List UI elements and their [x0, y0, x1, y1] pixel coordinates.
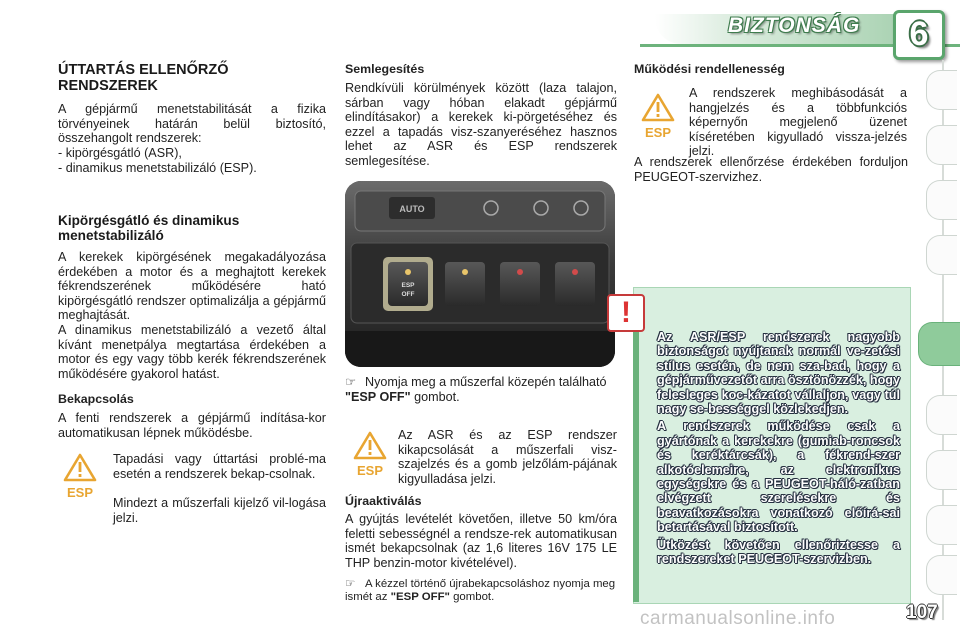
malfunction-note: A rendszerek meghibásodását a hangjelzés és a többfunkciós képernyőn megjelenő üzenet kíséretében kigyulladó vissza-jelzés jelzi.: [689, 86, 907, 159]
dashboard-illustration: [345, 181, 615, 367]
side-tab-4[interactable]: [926, 235, 957, 275]
esp-paragraph: A dinamikus menetstabilizáló a vezető által kívánt menetpálya megtartása érdekében a motor és egy vagy több kerék fékrendszerének működésére gyakorol hatást.: [58, 323, 326, 381]
list-item: - kipörgésgátló (ASR),: [58, 146, 182, 160]
list-item: - dinamikus menetstabilizáló (ESP).: [58, 160, 257, 175]
svg-text:ESP: ESP: [356, 463, 384, 478]
bullet-icon: ☞: [345, 375, 357, 389]
manual-reactivation-instruction: ☞ A kézzel történő újrabekapcsoláshoz nyomja meg ismét az "ESP OFF" gombot.: [345, 578, 616, 604]
warning-box-accent: [633, 300, 639, 602]
svg-text:ESP: ESP: [644, 125, 672, 140]
warning-paragraph: A rendszerek működése csak a gyártónak a kerekekre (gumiab-roncsok és keréktárcsák), a fékrend-szer alkotóelemeire, az elektronikus egységekre és a PEUGEOT-háló-zatban elvégzett szerelésekre és beavatkozásokra vonatkozó előírá-sai betartásával biztosított.: [657, 419, 900, 535]
side-tab-active[interactable]: [918, 322, 960, 366]
asr-paragraph: A kerekek kipörgésének megakadályozása érdekében a motor és a meghajtott kerekek fékrendszerének működésére ható kipörgésgátló rendszer optimalizálja a gépjármű meghajtását.: [58, 250, 326, 323]
warning-text: [657, 330, 900, 570]
activation-paragraph: A fenti rendszerek a gépjármű indítása-kor automatikusan lépnek működésbe.: [58, 411, 326, 440]
side-tab-6[interactable]: [926, 395, 957, 435]
svg-text:ESP: ESP: [66, 485, 94, 500]
esp-activation-note: Tapadási vagy úttartási problé-ma esetén a rendszerek bekap-csolnak.: [113, 452, 326, 481]
svg-text:ESP: ESP: [401, 282, 415, 289]
side-tab-8[interactable]: [926, 505, 957, 545]
chapter-title: BIZTONSÁG: [728, 14, 861, 37]
exclamation-icon: !: [607, 294, 645, 332]
side-tab-2[interactable]: [926, 125, 957, 165]
reactivation-paragraph: A gyújtás levételét követően, illetve 50 km/óra feletti sebességnél a rendsze-rek automatikusan ismét bekapcsolnak (az 1,6 literes 16V 175 LE THP benzin-motor kivételével).: [345, 512, 617, 570]
watermark: carmanualsonline.info: [640, 608, 836, 629]
esp-warning-icon: [62, 452, 98, 502]
neutralisation-heading: Semlegesítés: [345, 62, 425, 76]
intro-paragraph: A gépjármű menetstabilitását a fizika törvényeinek határán belül biztosító, összehangolt rendszerek:: [58, 102, 326, 146]
esp-off-instruction: ☞ Nyomja meg a műszerfal közepén található "ESP OFF" gombot.: [345, 375, 607, 404]
esp-indicator-note: Mindezt a műszerfali kijelző vil-logása jelzi.: [113, 496, 326, 525]
warning-paragraph: Ütközést követően ellenőriztesse a rendszereket PEUGEOT-szervizben.: [657, 537, 900, 567]
subsection-heading: Kipörgésgátló és dinamikus menetstabilizáló: [58, 213, 240, 243]
section-title: ÚTTARTÁS ELLENŐRZŐ RENDSZEREK: [58, 62, 229, 94]
esp-off-indicator-note: Az ASR és az ESP rendszer kikapcsolását a műszerfali visz-szajelzés és a gomb jelzőlám-pájának kigyulladása jelzi.: [398, 428, 617, 486]
service-paragraph: A rendszerek ellenőrzése érdekében forduljon PEUGEOT-szervizhez.: [634, 155, 908, 184]
side-tab-7[interactable]: [926, 450, 957, 490]
chapter-badge: [893, 10, 945, 60]
esp-warning-icon: [352, 430, 388, 480]
side-tab-3[interactable]: [926, 180, 957, 220]
reactivation-heading: Újraaktiválás: [345, 494, 422, 508]
system-list: [58, 146, 326, 175]
esp-warning-icon: [640, 92, 676, 142]
svg-text:OFF: OFF: [401, 291, 415, 298]
chapter-number: 6: [909, 15, 929, 53]
page-number: 107: [906, 602, 938, 623]
side-tab-1[interactable]: [926, 70, 957, 110]
warning-paragraph: Az ASR/ESP rendszerek nagyobb biztonságot nyújtanak normál ve-zetési stílus esetén, de nem sza-bad, hogy a gépjárművezetőt arra ösztönözzék, hogy felesleges koc-kázatot vállaljon, vagy túl nagy se-bességgel közlekedjen.: [657, 330, 900, 417]
dashboard-photo: [345, 181, 615, 367]
bullet-icon: ☞: [345, 578, 356, 590]
neutralisation-paragraph: Rendkívüli körülmények között (laza talajon, sárban vagy hóban elakadt gépjármű elindításakor) a kerekek ki-pörgetéséhez és ezzel a tapadás visz-szanyeréséhez hasznos lehet az ASR és ESP rendszerek semlegesítése.: [345, 81, 617, 168]
activation-heading: Bekapcsolás: [58, 392, 134, 406]
svg-text:AUTO: AUTO: [399, 204, 425, 214]
side-tab-9[interactable]: [926, 555, 957, 595]
malfunction-heading: Működési rendellenesség: [634, 62, 785, 76]
